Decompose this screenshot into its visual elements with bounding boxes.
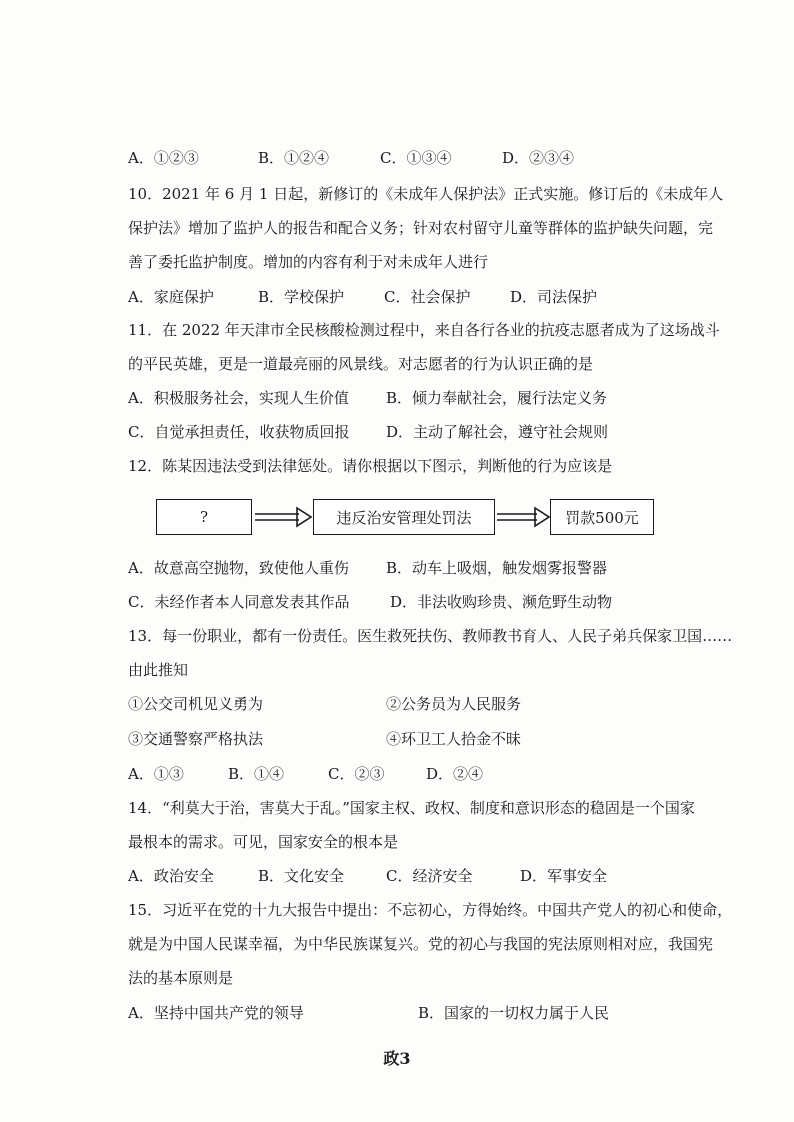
q14-option-c: C．经济安全 — [386, 867, 473, 885]
q13-items-row-1 — [128, 694, 748, 714]
q9-option-d: D．②③④ — [502, 149, 575, 167]
q11-options-row-1 — [128, 388, 748, 408]
q15-option-a: A．坚持中国共产党的领导 — [128, 1004, 304, 1022]
q13-items-row-2 — [128, 729, 748, 749]
q10-option-b: B．学校保护 — [258, 288, 345, 306]
q10-stem-line-3: 善了委托监护制度。增加的内容有利于对未成年人进行 — [128, 253, 489, 271]
q14-stem-line-1: 14．“利莫大于治，害莫大于乱。”国家主权、政权、制度和意识形态的稳固是一个国家 — [128, 799, 695, 817]
q14-option-d: D．军事安全 — [520, 867, 608, 885]
q15-option-b: B．国家的一切权力属于人民 — [418, 1004, 610, 1022]
q12-option-c: C．未经作者本人同意发表其作品 — [128, 593, 350, 611]
q14-option-b: B．文化安全 — [258, 867, 345, 885]
page-number: 政3 — [383, 1049, 411, 1068]
q13-options — [128, 764, 748, 784]
diagram-box-unknown: ? — [156, 499, 252, 535]
q9-option-c: C．①③④ — [380, 149, 452, 167]
q12-option-d: D．非法收购珍贵、濒危野生动物 — [390, 593, 613, 611]
diagram-box-penalty: 罚款500元 — [550, 499, 654, 535]
q9-option-a: A．①②③ — [128, 149, 199, 167]
q9-option-b: B．①②④ — [258, 149, 330, 167]
diagram-arrow-2-icon — [495, 499, 551, 535]
q11-stem-line-1: 11．在 2022 年天津市全民核酸检测过程中，来自各行各业的抗疫志愿者成为了这场战斗 — [128, 321, 720, 339]
q13-item-4: ④环卫工人拾金不昧 — [386, 730, 522, 748]
q13-option-b: B．①④ — [228, 765, 285, 783]
q14-option-a: A．政治安全 — [128, 867, 214, 885]
q10-options — [128, 287, 748, 307]
q13-item-1: ①公交司机见义勇为 — [128, 695, 264, 713]
q11-stem-line-2: 的平民英雄，更是一道最亮丽的风景线。对志愿者的行为认识正确的是 — [128, 355, 594, 373]
q15-options — [128, 1003, 748, 1023]
q11-options-row-2 — [128, 422, 748, 442]
q13-option-a: A．①③ — [128, 765, 184, 783]
q10-stem-line-1: 10．2021 年 6 月 1 日起，新修订的《未成年人保护法》正式实施。修订后的《未成年人 — [128, 185, 724, 203]
q12-option-b: B．动车上吸烟，触发烟雾报警器 — [386, 559, 608, 577]
q13-item-2: ②公务员为人民服务 — [386, 695, 522, 713]
q9-options — [128, 148, 748, 168]
q13-item-3: ③交通警察严格执法 — [128, 730, 264, 748]
q15-stem-line-3: 法的基本原则是 — [128, 969, 234, 987]
q15-stem-line-1: 15．习近平在党的十九大报告中提出：不忘初心，方得始终。中国共产党人的初心和使命， — [128, 901, 733, 919]
q12-options-row-1 — [128, 558, 748, 578]
q10-stem-line-2: 保护法》增加了监护人的报告和配合义务；针对农村留守儿童等群体的监护缺失问题，完 — [128, 219, 714, 237]
q14-stem-line-2: 最根本的需求。可见，国家安全的根本是 — [128, 833, 399, 851]
q13-stem-line-1: 13．每一份职业，都有一份责任。医生救死扶伤、教师教书育人、人民子弟兵保家卫国…… — [128, 627, 733, 645]
q14-options — [128, 866, 748, 886]
q12-stem-line-1: 12．陈某因违法受到法律惩处。请你根据以下图示，判断他的行为应该是 — [128, 457, 613, 475]
q11-option-d: D．主动了解社会，遵守社会规则 — [386, 423, 609, 441]
q11-option-b: B．倾力奉献社会，履行法定义务 — [386, 389, 608, 407]
q10-option-d: D．司法保护 — [510, 288, 598, 306]
q13-stem-line-2: 由此推知 — [128, 661, 189, 679]
q12-options-row-2 — [128, 592, 748, 612]
q13-option-d: D．②④ — [426, 765, 484, 783]
q11-option-c: C．自觉承担责任，收获物质回报 — [128, 423, 350, 441]
diagram-box-law: 违反治安管理处罚法 — [313, 499, 495, 535]
q13-option-c: C．②③ — [328, 765, 385, 783]
q10-option-c: C．社会保护 — [384, 288, 471, 306]
q12-option-a: A．故意高空抛物，致使他人重伤 — [128, 559, 349, 577]
q10-option-a: A．家庭保护 — [128, 288, 214, 306]
q11-option-a: A．积极服务社会，实现人生价值 — [128, 389, 349, 407]
diagram-arrow-1-icon — [253, 499, 313, 535]
q15-stem-line-2: 就是为中国人民谋幸福，为中华民族谋复兴。党的初心与我国的宪法原则相对应，我国宪 — [128, 935, 714, 953]
